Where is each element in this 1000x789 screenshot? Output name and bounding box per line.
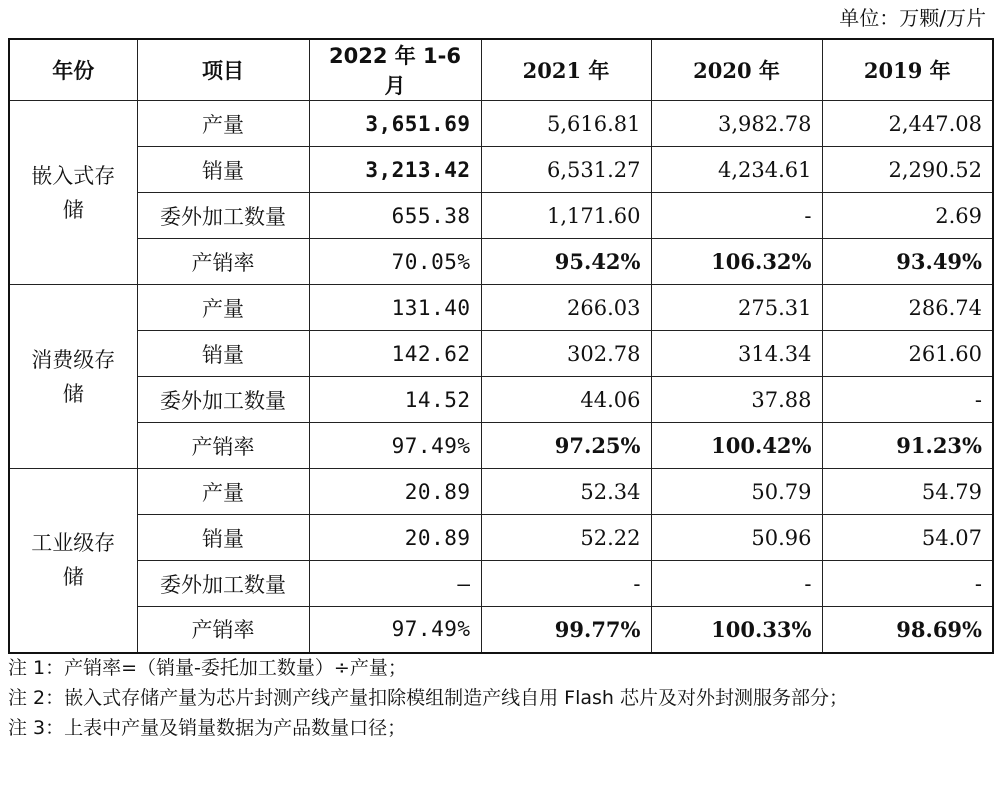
value-cell: 50.79	[651, 469, 822, 515]
value-cell: 97.25%	[481, 423, 651, 469]
value-cell: 54.79	[822, 469, 993, 515]
value-cell: 261.60	[822, 331, 993, 377]
value-cell: 5,616.81	[481, 101, 651, 147]
value-cell: 4,234.61	[651, 147, 822, 193]
value-cell: 1,171.60	[481, 193, 651, 239]
value-cell: 70.05%	[309, 239, 481, 285]
value-cell: 20.89	[309, 515, 481, 561]
note-3: 注 3：上表中产量及销量数据为产品数量口径；	[8, 717, 407, 739]
header-item: 项目	[137, 39, 309, 101]
value-cell: 3,213.42	[309, 147, 481, 193]
value-cell: 314.34	[651, 331, 822, 377]
value-cell: -	[651, 561, 822, 607]
value-cell: 3,982.78	[651, 101, 822, 147]
value-cell: 106.32%	[651, 239, 822, 285]
table-row	[9, 607, 993, 653]
table-row	[9, 193, 993, 239]
header-row	[9, 39, 993, 101]
value-cell: –	[309, 561, 481, 607]
value-cell: 302.78	[481, 331, 651, 377]
value-cell: 2,290.52	[822, 147, 993, 193]
notes	[8, 653, 988, 743]
row-item-label: 销量	[137, 147, 309, 193]
value-cell: 52.22	[481, 515, 651, 561]
value-cell: 99.77%	[481, 607, 651, 653]
row-item-label: 产销率	[137, 423, 309, 469]
row-item-label: 销量	[137, 331, 309, 377]
value-cell: 3,651.69	[309, 101, 481, 147]
row-item-label: 委外加工数量	[137, 561, 309, 607]
row-item-label: 委外加工数量	[137, 193, 309, 239]
note-1: 注 1：产销率=（销量-委托加工数量）÷产量；	[8, 657, 407, 679]
table-row	[9, 561, 993, 607]
group-label: 嵌入式存储	[9, 101, 137, 285]
value-cell: 50.96	[651, 515, 822, 561]
value-cell: 14.52	[309, 377, 481, 423]
header-2019: 2019 年	[822, 39, 993, 101]
table-row	[9, 423, 993, 469]
table-row	[9, 377, 993, 423]
value-cell: 97.49%	[309, 423, 481, 469]
table-row	[9, 285, 993, 331]
value-cell: -	[481, 561, 651, 607]
value-cell: 131.40	[309, 285, 481, 331]
table-row	[9, 331, 993, 377]
table-body	[9, 101, 993, 653]
value-cell: 286.74	[822, 285, 993, 331]
group-label: 工业级存储	[9, 469, 137, 653]
value-cell: 95.42%	[481, 239, 651, 285]
value-cell: 93.49%	[822, 239, 993, 285]
value-cell: 97.49%	[309, 607, 481, 653]
row-item-label: 产销率	[137, 239, 309, 285]
value-cell: 54.07	[822, 515, 993, 561]
value-cell: 266.03	[481, 285, 651, 331]
header-2022h1: 2022 年 1-6 月	[309, 39, 481, 101]
value-cell: 37.88	[651, 377, 822, 423]
group-label: 消费级存储	[9, 285, 137, 469]
value-cell: 100.33%	[651, 607, 822, 653]
value-cell: 2,447.08	[822, 101, 993, 147]
value-cell: 44.06	[481, 377, 651, 423]
value-cell: -	[651, 193, 822, 239]
value-cell: 52.34	[481, 469, 651, 515]
table-row	[9, 515, 993, 561]
row-item-label: 委外加工数量	[137, 377, 309, 423]
production-sales-table	[8, 38, 994, 654]
header-year: 年份	[9, 39, 137, 101]
row-item-label: 销量	[137, 515, 309, 561]
value-cell: 100.42%	[651, 423, 822, 469]
header-2021: 2021 年	[481, 39, 651, 101]
table-row	[9, 147, 993, 193]
value-cell: 20.89	[309, 469, 481, 515]
table-row	[9, 469, 993, 515]
note-2: 注 2：嵌入式存储产量为芯片封测产线产量扣除模组制造产线自用 Flash 芯片及对外封测服务部分；	[8, 687, 849, 709]
value-cell: -	[822, 561, 993, 607]
value-cell: 6,531.27	[481, 147, 651, 193]
value-cell: 2.69	[822, 193, 993, 239]
row-item-label: 产量	[137, 469, 309, 515]
value-cell: 98.69%	[822, 607, 993, 653]
value-cell: 275.31	[651, 285, 822, 331]
value-cell: 655.38	[309, 193, 481, 239]
row-item-label: 产量	[137, 101, 309, 147]
value-cell: 91.23%	[822, 423, 993, 469]
row-item-label: 产量	[137, 285, 309, 331]
table-row	[9, 101, 993, 147]
header-2020: 2020 年	[651, 39, 822, 101]
row-item-label: 产销率	[137, 607, 309, 653]
table-row	[9, 239, 993, 285]
unit-label: 单位：万颗/万片	[839, 6, 986, 30]
value-cell: -	[822, 377, 993, 423]
value-cell: 142.62	[309, 331, 481, 377]
